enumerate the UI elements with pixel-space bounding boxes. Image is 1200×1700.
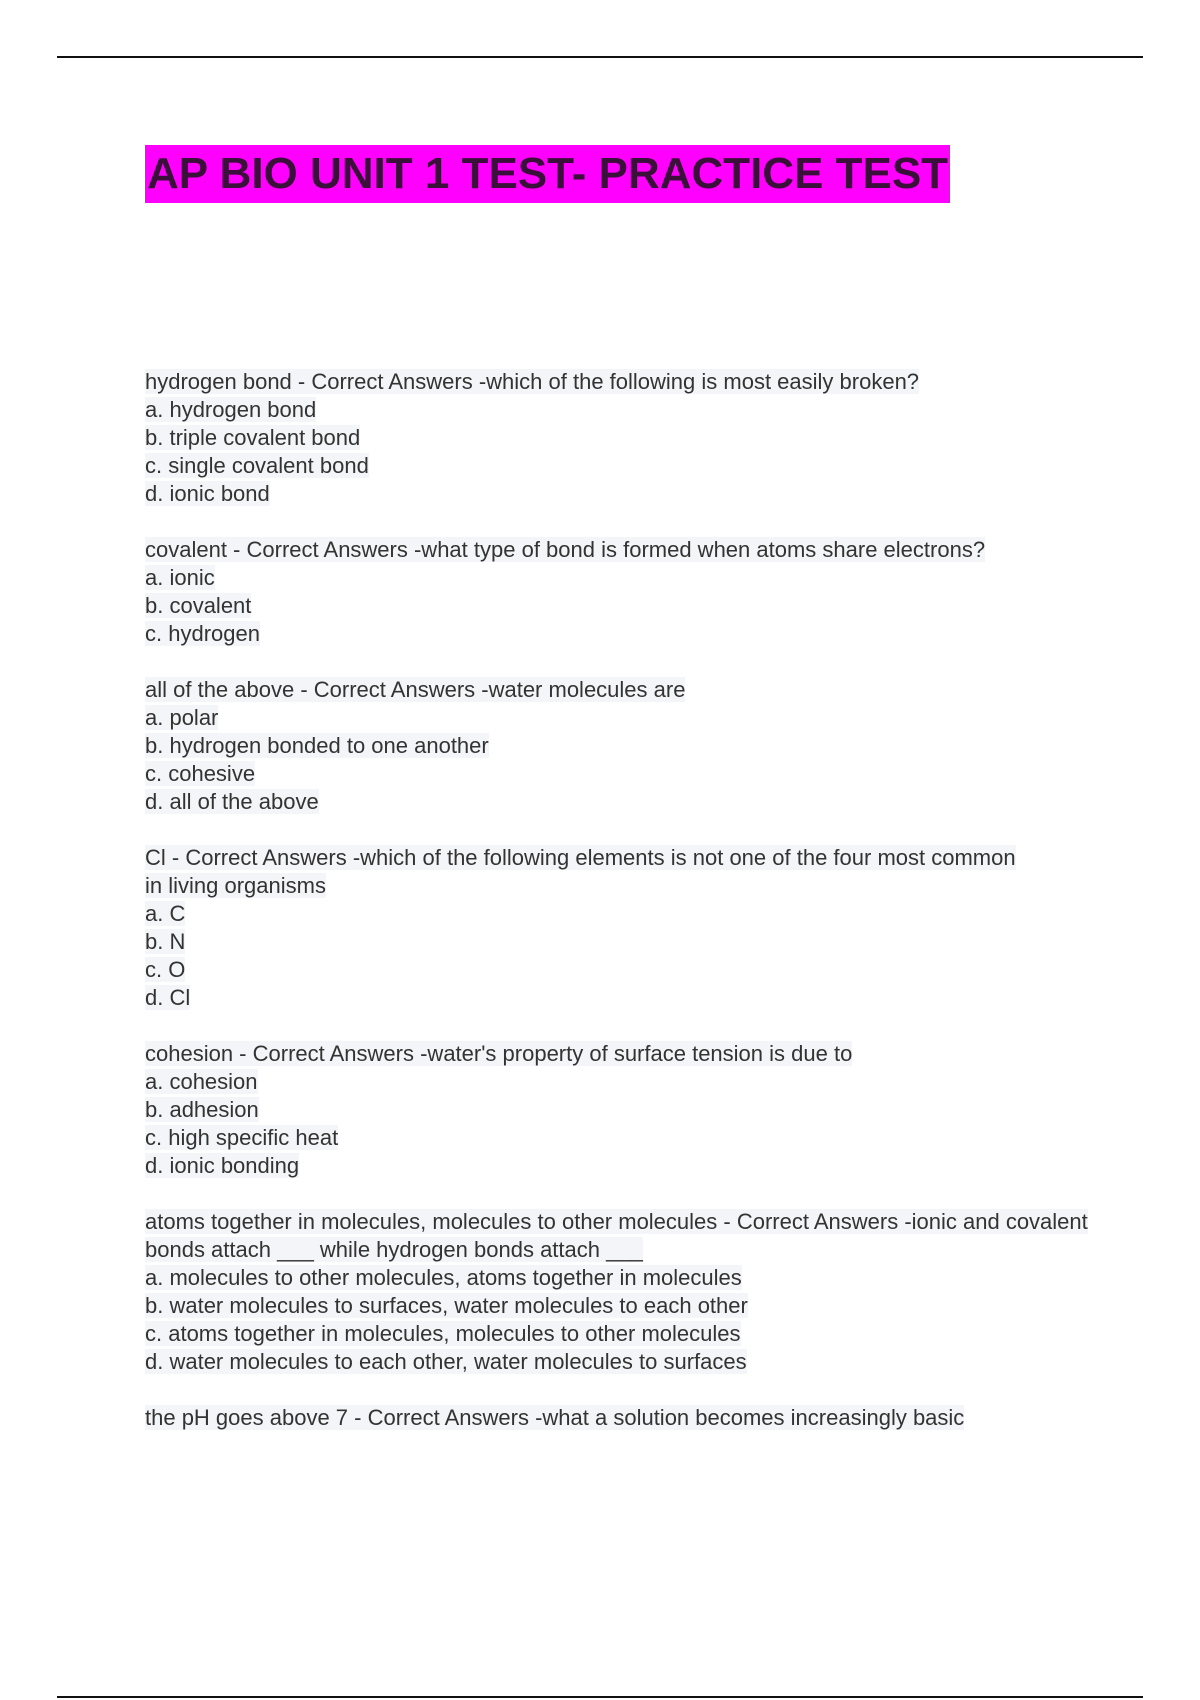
question-text: hydrogen bond - Correct Answers -which of the following is most easily broken? [145, 369, 920, 394]
answer-option: a. hydrogen bond [145, 397, 317, 422]
question-block [145, 1404, 1145, 1432]
question-text: the pH goes above 7 - Correct Answers -what a solution becomes increasingly basic [145, 1405, 965, 1430]
question-block [145, 1208, 1145, 1376]
answer-option: b. triple covalent bond [145, 425, 361, 450]
question-block [145, 536, 1145, 648]
title-block [145, 145, 950, 203]
answer-option: c. hydrogen [145, 621, 260, 646]
answer-option: c. high specific heat [145, 1125, 339, 1150]
page-title: AP BIO UNIT 1 TEST- PRACTICE TEST [145, 145, 950, 203]
question-text: Cl - Correct Answers -which of the following elements is not one of the four most common in living organisms [145, 845, 1016, 898]
answer-option: a. C [145, 901, 186, 926]
answer-option: d. ionic bonding [145, 1153, 300, 1178]
answer-option: c. single covalent bond [145, 453, 369, 478]
answer-option: c. atoms together in molecules, molecules to other molecules [145, 1321, 741, 1346]
top-rule [57, 56, 1143, 58]
question-list [145, 368, 1145, 1460]
question-text: cohesion - Correct Answers -water's property of surface tension is due to [145, 1041, 853, 1066]
question-block [145, 1040, 1145, 1180]
question-text: all of the above - Correct Answers -water molecules are [145, 677, 686, 702]
answer-option: d. Cl [145, 985, 191, 1010]
answer-option: a. cohesion [145, 1069, 258, 1094]
answer-option: d. water molecules to each other, water molecules to surfaces [145, 1349, 747, 1374]
question-block [145, 676, 1145, 816]
answer-option: b. N [145, 929, 186, 954]
question-block [145, 844, 1145, 1012]
answer-option: b. water molecules to surfaces, water molecules to each other [145, 1293, 748, 1318]
question-text: atoms together in molecules, molecules to other molecules - Correct Answers -ionic and covalent bonds attach ___ while hydrogen bonds attach ___ [145, 1209, 1088, 1262]
answer-option: d. ionic bond [145, 481, 270, 506]
bottom-rule [57, 1696, 1143, 1698]
answer-option: d. all of the above [145, 789, 319, 814]
answer-option: b. adhesion [145, 1097, 259, 1122]
answer-option: c. cohesive [145, 761, 256, 786]
answer-option: a. ionic [145, 565, 215, 590]
answer-option: a. molecules to other molecules, atoms together in molecules [145, 1265, 742, 1290]
answer-option: a. polar [145, 705, 219, 730]
question-block [145, 368, 1145, 508]
answer-option: b. covalent [145, 593, 252, 618]
answer-option: b. hydrogen bonded to one another [145, 733, 489, 758]
question-text: covalent - Correct Answers -what type of bond is formed when atoms share electrons? [145, 537, 986, 562]
answer-option: c. O [145, 957, 186, 982]
